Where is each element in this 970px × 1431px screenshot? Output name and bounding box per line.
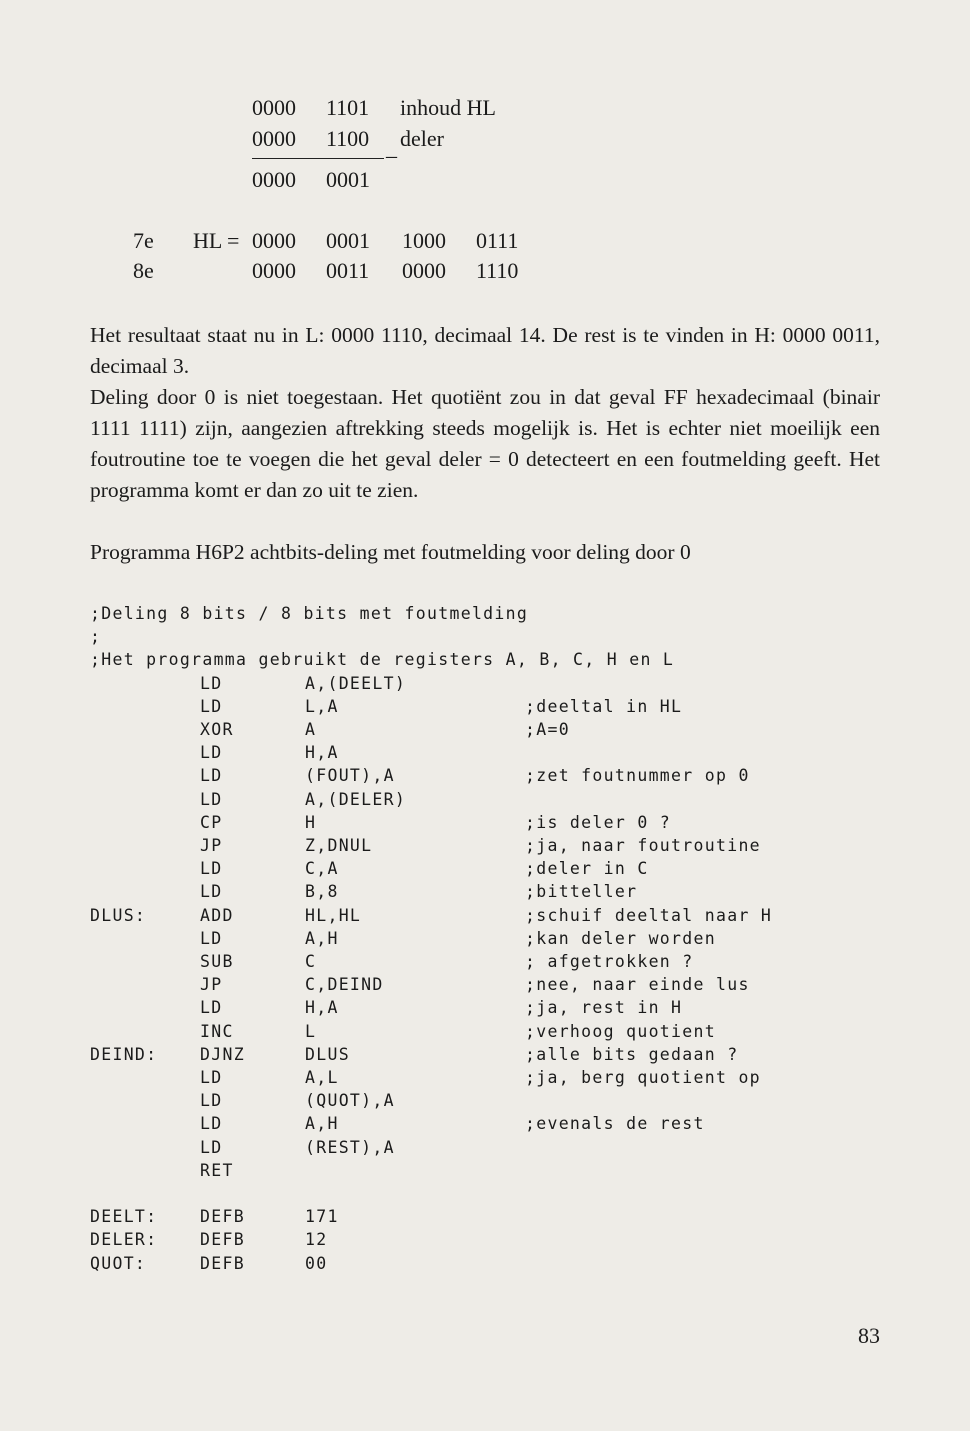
code-opcode: JP bbox=[200, 836, 223, 855]
code-opcode: DEFB bbox=[200, 1253, 245, 1273]
code-comment: ;deeltal in HL bbox=[525, 696, 683, 716]
code-comment: ; afgetrokken ? bbox=[525, 952, 694, 971]
code-operand: 12 bbox=[305, 1230, 328, 1250]
code-comment: ;deler in C bbox=[525, 859, 649, 879]
code-operand: 171 bbox=[305, 1207, 339, 1227]
code-opcode: JP bbox=[200, 975, 223, 995]
code-opcode: LD bbox=[200, 1114, 223, 1134]
code-operand: H bbox=[305, 812, 317, 832]
step-label: 8e bbox=[133, 258, 154, 283]
code-operand: (FOUT),A bbox=[305, 766, 395, 786]
code-operand: A,L bbox=[305, 1068, 339, 1087]
code-opcode: SUB bbox=[200, 952, 234, 971]
code-operand: DLUS bbox=[305, 1044, 350, 1064]
code-opcode: ADD bbox=[200, 905, 234, 925]
code-operand: HL,HL bbox=[305, 905, 362, 925]
code-comment: ;verhoog quotient bbox=[525, 1021, 716, 1041]
code-operand: A,H bbox=[305, 928, 339, 948]
division-note: deler bbox=[400, 126, 444, 151]
code-comment: ;ja, rest in H bbox=[525, 998, 683, 1018]
code-operand: (REST),A bbox=[305, 1137, 395, 1157]
binary-nibble: 0000 bbox=[252, 167, 296, 192]
binary-nibble: 0000 bbox=[252, 228, 296, 253]
code-opcode: LD bbox=[200, 882, 223, 902]
code-comment: ;bitteller bbox=[525, 882, 638, 902]
code-label: DEIND: bbox=[90, 1044, 158, 1064]
paragraph: Het resultaat staat nu in L: 0000 1110, decimaal 14. De rest is te vinden in H: 0000 0011, decimaal 3. bbox=[90, 323, 880, 378]
binary-nibble: 1000 bbox=[402, 228, 446, 253]
code-comment: ;ja, naar foutroutine bbox=[525, 836, 761, 855]
code-opcode: DJNZ bbox=[200, 1044, 245, 1064]
binary-nibble: 0001 bbox=[326, 228, 370, 253]
code-operand: (QUOT),A bbox=[305, 1091, 395, 1111]
code-operand: 00 bbox=[305, 1253, 328, 1273]
code-comment: ;kan deler worden bbox=[525, 928, 716, 948]
division-note: inhoud HL bbox=[400, 95, 496, 120]
binary-nibble: 1110 bbox=[476, 258, 519, 283]
paragraph: Deling door 0 is niet toegestaan. Het quotiënt zou in dat geval FF hexadecimaal (binair 1111 1111) zijn, aangezien aftrekking steeds mogelijk is. Het is echter niet moeilijk een foutroutine toe te voegen die het geval deler = 0 detecteert en een foutmelding geeft. Het programma komt er dan zo uit te zien. bbox=[90, 385, 880, 502]
code-opcode: LD bbox=[200, 998, 223, 1018]
code-comment: ;alle bits gedaan ? bbox=[525, 1044, 739, 1064]
binary-nibble: 1101 bbox=[326, 95, 370, 120]
page-number: 83 bbox=[858, 1323, 880, 1348]
code-opcode: LD bbox=[200, 1137, 223, 1157]
code-comment: ;ja, berg quotient op bbox=[525, 1068, 761, 1087]
code-operand: Z,DNUL bbox=[305, 836, 373, 855]
binary-nibble: 0001 bbox=[326, 167, 370, 192]
code-operand: H,A bbox=[305, 998, 339, 1018]
code-comment: ;is deler 0 ? bbox=[525, 812, 672, 832]
code-label: ;Het programma gebruikt de registers A, B, C, H en L bbox=[90, 650, 675, 670]
code-opcode: LD bbox=[200, 859, 223, 879]
code-comment: ;A=0 bbox=[525, 720, 570, 739]
code-comment: ;schuif deeltal naar H bbox=[525, 905, 773, 925]
code-operand: H,A bbox=[305, 743, 339, 763]
subtraction-rule bbox=[252, 158, 384, 159]
code-opcode: DEFB bbox=[200, 1207, 245, 1227]
code-operand: L,A bbox=[305, 696, 339, 716]
code-opcode: LD bbox=[200, 766, 223, 786]
code-operand: C,DEIND bbox=[305, 975, 384, 995]
code-operand: B,8 bbox=[305, 882, 339, 902]
code-opcode: LD bbox=[200, 1068, 223, 1087]
binary-nibble: 0000 bbox=[252, 95, 296, 120]
code-opcode: RET bbox=[200, 1160, 234, 1180]
code-operand: A bbox=[305, 720, 317, 739]
code-opcode: XOR bbox=[200, 720, 234, 739]
code-operand: C bbox=[305, 952, 317, 971]
code-label: ;Deling 8 bits / 8 bits met foutmelding bbox=[90, 604, 529, 623]
binary-nibble: 0111 bbox=[476, 228, 519, 253]
program-title: Programma H6P2 achtbits-deling met foutmelding voor deling door 0 bbox=[90, 540, 691, 564]
code-comment: ;evenals de rest bbox=[525, 1114, 705, 1134]
binary-nibble: 0000 bbox=[402, 258, 446, 283]
code-opcode: LD bbox=[200, 743, 223, 763]
code-opcode: INC bbox=[200, 1021, 234, 1041]
code-label: DELER: bbox=[90, 1230, 158, 1250]
code-operand: A,H bbox=[305, 1114, 339, 1134]
code-comment: ;zet foutnummer op 0 bbox=[525, 766, 750, 786]
code-label: QUOT: bbox=[90, 1253, 147, 1273]
binary-nibble: 0000 bbox=[252, 258, 296, 283]
code-label: ; bbox=[90, 627, 102, 647]
code-opcode: LD bbox=[200, 928, 223, 948]
binary-nibble: 0011 bbox=[326, 258, 370, 283]
code-comment: ;nee, naar einde lus bbox=[525, 975, 750, 995]
code-opcode: CP bbox=[200, 812, 223, 832]
code-opcode: LD bbox=[200, 1091, 223, 1111]
code-operand: C,A bbox=[305, 859, 339, 879]
code-opcode: LD bbox=[200, 789, 223, 809]
binary-nibble: 1100 bbox=[326, 126, 370, 151]
code-operand: A,(DELER) bbox=[305, 789, 407, 809]
body-text bbox=[90, 320, 880, 506]
code-operand: L bbox=[305, 1021, 317, 1041]
binary-nibble: 0000 bbox=[252, 126, 296, 151]
code-label: DLUS: bbox=[90, 905, 147, 925]
code-label: DEELT: bbox=[90, 1207, 158, 1227]
code-opcode: DEFB bbox=[200, 1230, 245, 1250]
register-label: HL = bbox=[193, 228, 240, 253]
minus-sign: _ bbox=[386, 135, 397, 160]
code-opcode: LD bbox=[200, 696, 223, 716]
code-opcode: LD bbox=[200, 673, 223, 693]
code-operand: A,(DEELT) bbox=[305, 673, 407, 693]
step-label: 7e bbox=[133, 228, 154, 253]
